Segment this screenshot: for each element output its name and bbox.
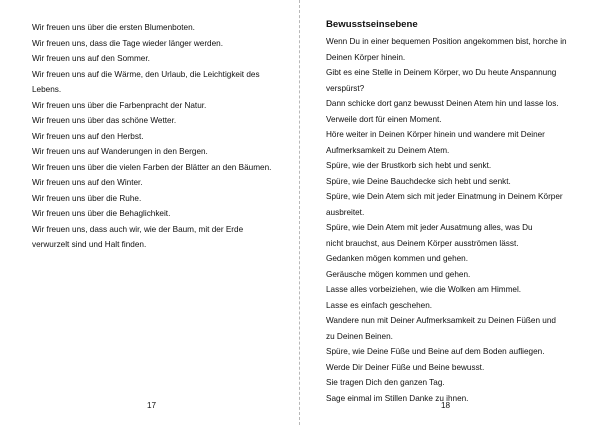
text-line: Wir freuen uns über die ersten Blumenboten. (32, 23, 195, 32)
text-line: Dann schicke dort ganz bewusst Deinen Atem hin und lasse los. (326, 99, 559, 108)
left-page-text (32, 20, 294, 253)
text-line: Gedanken mögen kommen und gehen. (326, 254, 469, 263)
text-line: Werde Dir Deiner Füße und Beine bewusst. (326, 362, 485, 372)
text-line: Wir freuen uns auf den Herbst. (32, 131, 144, 141)
page-number-right: 18 (441, 401, 451, 410)
text-line: Wir freuen uns auf den Winter. (32, 178, 143, 187)
text-line: Sage einmal im Stillen Danke zu ihnen. (326, 393, 469, 403)
page-number-left: 17 (147, 401, 157, 410)
text-line: Spüre, wie Dein Atem sich mit jeder Einatmung in Deinem Körper (326, 192, 563, 201)
text-line: zu Deinen Beinen. (326, 331, 393, 341)
right-page-text (326, 34, 594, 406)
text-line: Geräusche mögen kommen und gehen. (326, 269, 471, 279)
text-line: Verweile dort für einen Moment. (326, 114, 442, 124)
text-line: Sie tragen Dich den ganzen Tag. (326, 378, 445, 387)
text-line: ausbreitet. (326, 207, 365, 217)
left-page (0, 0, 299, 425)
text-line: Spüre, wie Dein Atem mit jeder Ausatmung alles, was Du (326, 223, 533, 232)
section-heading: Bewusstseinsebene (326, 19, 418, 30)
text-line: Wir freuen uns auf die Wärme, den Urlaub, die Leichtigkeit des (32, 69, 260, 79)
text-line: nicht brauchst, aus Deinem Körper ausströmen lässt. (326, 238, 519, 248)
text-line: Wir freuen uns auf den Sommer. (32, 54, 150, 63)
text-line: Gibt es eine Stelle in Deinem Körper, wo Du heute Anspannung (326, 68, 557, 77)
text-line: Lasse es einfach geschehen. (326, 300, 433, 310)
text-line: Wir freuen uns, dass auch wir, wie der Baum, mit der Erde (32, 224, 244, 234)
text-line: Wir freuen uns über die Behaglichkeit. (32, 209, 171, 218)
text-line: Höre weiter in Deinen Körper hinein und wandere mit Deiner (326, 130, 545, 139)
text-line: Lasse alles vorbeiziehen, wie die Wolken am Himmel. (326, 285, 522, 294)
text-line: Deinen Körper hinein. (326, 52, 406, 62)
text-line: verspürst? (326, 83, 365, 93)
text-line: Wir freuen uns über die Farbenpracht der Natur. (32, 100, 207, 110)
text-line: Lebens. (32, 85, 62, 94)
text-line: Aufmerksamkeit zu Deinem Atem. (326, 145, 450, 155)
text-line: Spüre, wie Deine Füße und Beine auf dem Boden aufliegen. (326, 347, 545, 356)
page-fold-divider (299, 0, 300, 425)
right-page (301, 0, 600, 425)
text-line: Wandere nun mit Deiner Aufmerksamkeit zu Deinen Füßen und (326, 316, 556, 325)
text-line: Spüre, wie Deine Bauchdecke sich hebt und senkt. (326, 176, 511, 186)
text-line: Wir freuen uns über das schöne Wetter. (32, 116, 177, 125)
text-line: Wenn Du in einer bequemen Position angekommen bist, horche in (326, 37, 567, 46)
text-line: verwurzelt sind und Halt finden. (32, 240, 147, 249)
text-line: Wir freuen uns über die Ruhe. (32, 193, 142, 203)
text-line: Wir freuen uns, dass die Tage wieder länger werden. (32, 38, 223, 48)
text-line: Spüre, wie der Brustkorb sich hebt und senkt. (326, 161, 492, 170)
text-line: Wir freuen uns auf Wanderungen in den Bergen. (32, 147, 208, 156)
text-line: Wir freuen uns über die vielen Farben der Blätter an den Bäumen. (32, 162, 272, 172)
